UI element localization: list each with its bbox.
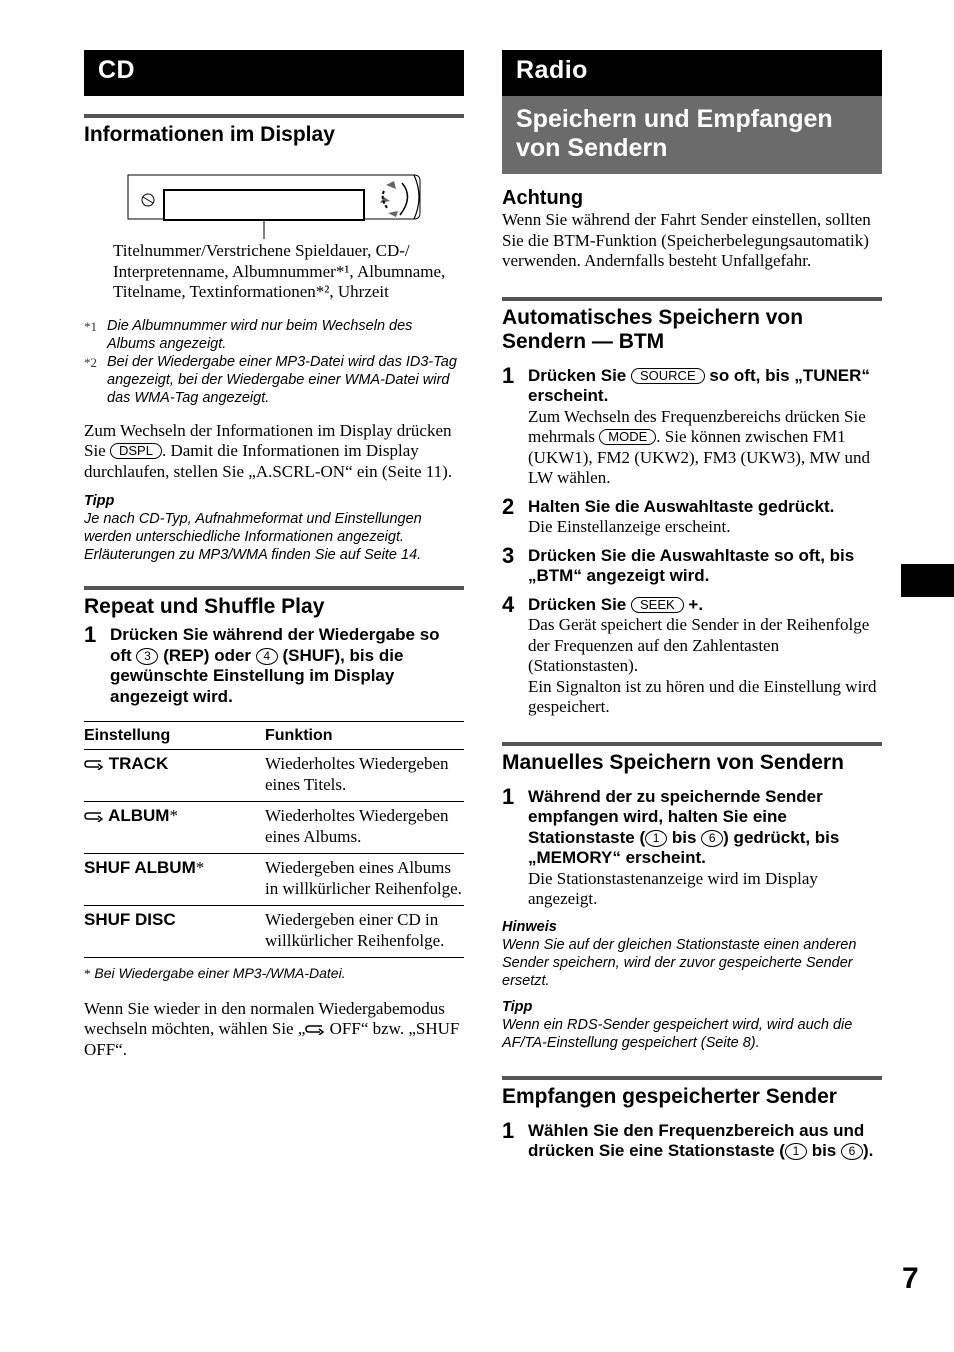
column-header: Funktion	[265, 722, 464, 750]
dspl-key: DSPL	[110, 443, 162, 459]
step-text: Während der zu speichernde Sender empfangen wird, halten Sie eine Stationstaste ( 1 bis 6 ) gedrückt, bis „MEMORY“ erscheint.	[528, 786, 840, 867]
asterisk: *	[195, 858, 205, 877]
tip-text: Je nach CD-Typ, Aufnahmeformat und Einstellungen werden unterschiedliche Informationen angezeigt. Erläuterungen zu MP3/WMA finden Sie auf Seite 14.	[84, 511, 422, 563]
table-row	[84, 854, 464, 906]
repeat-icon	[305, 1023, 325, 1035]
step-text: Drücken Sie SOURCE so oft, bis „TUNER“ erscheint.	[528, 365, 870, 405]
step-text: Drücken Sie die Auswahltaste so oft, bis „BTM“ angezeigt wird.	[528, 545, 855, 585]
footnote-text: Die Albumnummer wird nur beim Wechseln des Albums angezeigt.	[107, 317, 413, 352]
table-row	[84, 750, 464, 802]
footnotes	[84, 317, 464, 407]
btm-step-2	[502, 493, 882, 538]
step-body: Das Gerät speichert die Sender in der Reihenfolge der Frequenzen auf den Zahlentasten (Stationstasten).	[528, 615, 870, 675]
tip-label: Tipp	[84, 493, 115, 509]
table-footnote: * Bei Wiedergabe einer MP3-/WMA-Datei.	[84, 965, 346, 981]
step-number: 4	[502, 591, 515, 617]
step-body: Die Einstellanzeige erscheint.	[528, 517, 731, 536]
final-paragraph: Wenn Sie wieder in den normalen Wiedergabemodus wechseln möchten, wählen Sie „ OFF“ bzw. „SHUF OFF“.	[84, 998, 460, 1059]
key-6: 6	[701, 830, 723, 847]
setting-name: TRACK	[108, 754, 169, 773]
key-1: 1	[645, 830, 667, 847]
step-text: Halten Sie die Auswahltaste gedrückt.	[528, 496, 835, 516]
hinweis-text: Wenn Sie auf der gleichen Stationstaste einen anderen Sender speichern, wird der zuvor gespeicherte Sender ersetzt.	[502, 936, 857, 989]
setting-name: SHUF ALBUM	[84, 858, 196, 877]
heading-manual: Manuelles Speichern von Sendern	[502, 742, 882, 775]
heading-display-info: Informationen im Display	[84, 114, 464, 147]
step-body: Zum Wechseln des Frequenzbereichs drücken Sie mehrmals MODE . Sie können zwischen FM1 (UKW1), FM2 (UKW2), FM3 (UKW3), MW und LW wählen.	[528, 406, 871, 487]
achtung-heading: Achtung	[502, 187, 584, 209]
display-callout: Titelnummer/Verstrichene Spieldauer, CD-/ Interpretenname, Albumnummer*¹, Albumname, Titelname, Textinformationen*², Uhrzeit	[113, 241, 446, 301]
achtung-text: Wenn Sie während der Fahrt Sender einstellen, sollten Sie die BTM-Funktion (Speicherbelegungsautomatik) verwenden. Andernfalls besteht Unfallgefahr.	[502, 210, 871, 270]
footnote	[84, 317, 464, 353]
setting-function: Wiedergeben einer CD in willkürlicher Reihenfolge.	[265, 906, 464, 958]
setting-function: Wiederholtes Wiedergeben eines Titels.	[265, 750, 464, 802]
mode-key: MODE	[599, 429, 656, 445]
setting-function: Wiedergeben eines Albums in willkürlicher Reihenfolge.	[265, 854, 464, 906]
body-text: . Damit die Informationen im Display durchlaufen, stellen Sie „A.SCRL-ON“ ein (Seite 11).	[84, 441, 453, 481]
footnote-mark: *2	[84, 354, 97, 370]
step-number: 3	[502, 542, 515, 568]
btm-step-4	[502, 591, 882, 718]
table-row	[84, 802, 464, 854]
manual-step-1	[502, 783, 882, 910]
tipp-label: Tipp	[502, 998, 533, 1015]
tip-block	[84, 492, 464, 564]
btm-step-1	[502, 362, 882, 489]
footnote-text: Bei der Wiedergabe einer MP3-Datei wird das ID3-Tag angezeigt, bei der Wiedergabe einer WMA-Datei wird das WMA-Tag angezeigt.	[107, 353, 457, 406]
repeat-icon	[84, 810, 104, 822]
source-key: SOURCE	[631, 368, 705, 384]
footnote-mark: *1	[84, 318, 97, 334]
key-1: 1	[785, 1143, 807, 1160]
settings-table	[84, 721, 464, 958]
page-number: 7	[902, 1262, 919, 1295]
step-body: Die Stationstastenanzeige wird im Display angezeigt.	[528, 868, 818, 908]
key-6: 6	[841, 1143, 863, 1160]
step-number: 2	[502, 493, 515, 519]
asterisk: *	[169, 806, 178, 825]
step-number: 1	[502, 362, 515, 388]
heading-receive: Empfangen gespeicherter Sender	[502, 1076, 882, 1109]
step-body: Ein Signalton ist zu hören und die Einstellung wird gespeichert.	[528, 676, 877, 716]
tipp-text: Wenn ein RDS-Sender gespeichert wird, wird auch die AF/TA-Einstellung gespeichert (Seite 8).	[502, 1016, 853, 1051]
step-text: Drücken Sie SEEK +.	[528, 594, 704, 614]
step-text: Drücken Sie während der Wiedergabe so oft 3 (REP) oder 4 (SHUF), bis die gewünschte Einstellung im Display angezeigt wird.	[110, 625, 440, 706]
left-column	[84, 50, 464, 1060]
step-number: 1	[502, 1117, 515, 1143]
setting-name: ALBUM	[108, 806, 170, 825]
setting-function: Wiederholtes Wiedergeben eines Albums.	[265, 802, 464, 854]
hinweis-block	[502, 918, 882, 990]
heading-btm: Automatisches Speichern von Sendern — BTM	[502, 297, 882, 354]
thumb-tab	[901, 564, 954, 597]
footnote	[84, 353, 464, 407]
section-banner-radio: Radio	[502, 50, 882, 96]
section-banner-cd: CD	[84, 50, 464, 96]
repeat-icon	[84, 758, 104, 770]
seek-key: SEEK	[631, 597, 684, 613]
step-number: 1	[502, 783, 515, 809]
key-3: 3	[136, 648, 158, 665]
step-text: Wählen Sie den Frequenzbereich aus und drücken Sie eine Stationstaste ( 1 bis 6 ).	[528, 1120, 874, 1160]
key-4: 4	[256, 648, 278, 665]
setting-name: SHUF DISC	[84, 910, 176, 929]
section-banner-storing: Speichern und Empfangen von Sendern	[502, 96, 882, 174]
hinweis-label: Hinweis	[502, 918, 557, 935]
step-1	[84, 622, 464, 707]
btm-step-3	[502, 542, 882, 587]
display-body-text	[84, 421, 464, 483]
right-column	[502, 50, 882, 1162]
tipp-block	[502, 998, 882, 1052]
body-text: Zum Wechseln der Informationen im Display drücken Sie	[84, 420, 452, 460]
step-number: 1	[84, 622, 97, 647]
receive-step-1	[502, 1117, 882, 1162]
column-header: Einstellung	[84, 722, 265, 750]
table-row	[84, 906, 464, 958]
heading-repeat-shuffle: Repeat und Shuffle Play	[84, 586, 464, 619]
